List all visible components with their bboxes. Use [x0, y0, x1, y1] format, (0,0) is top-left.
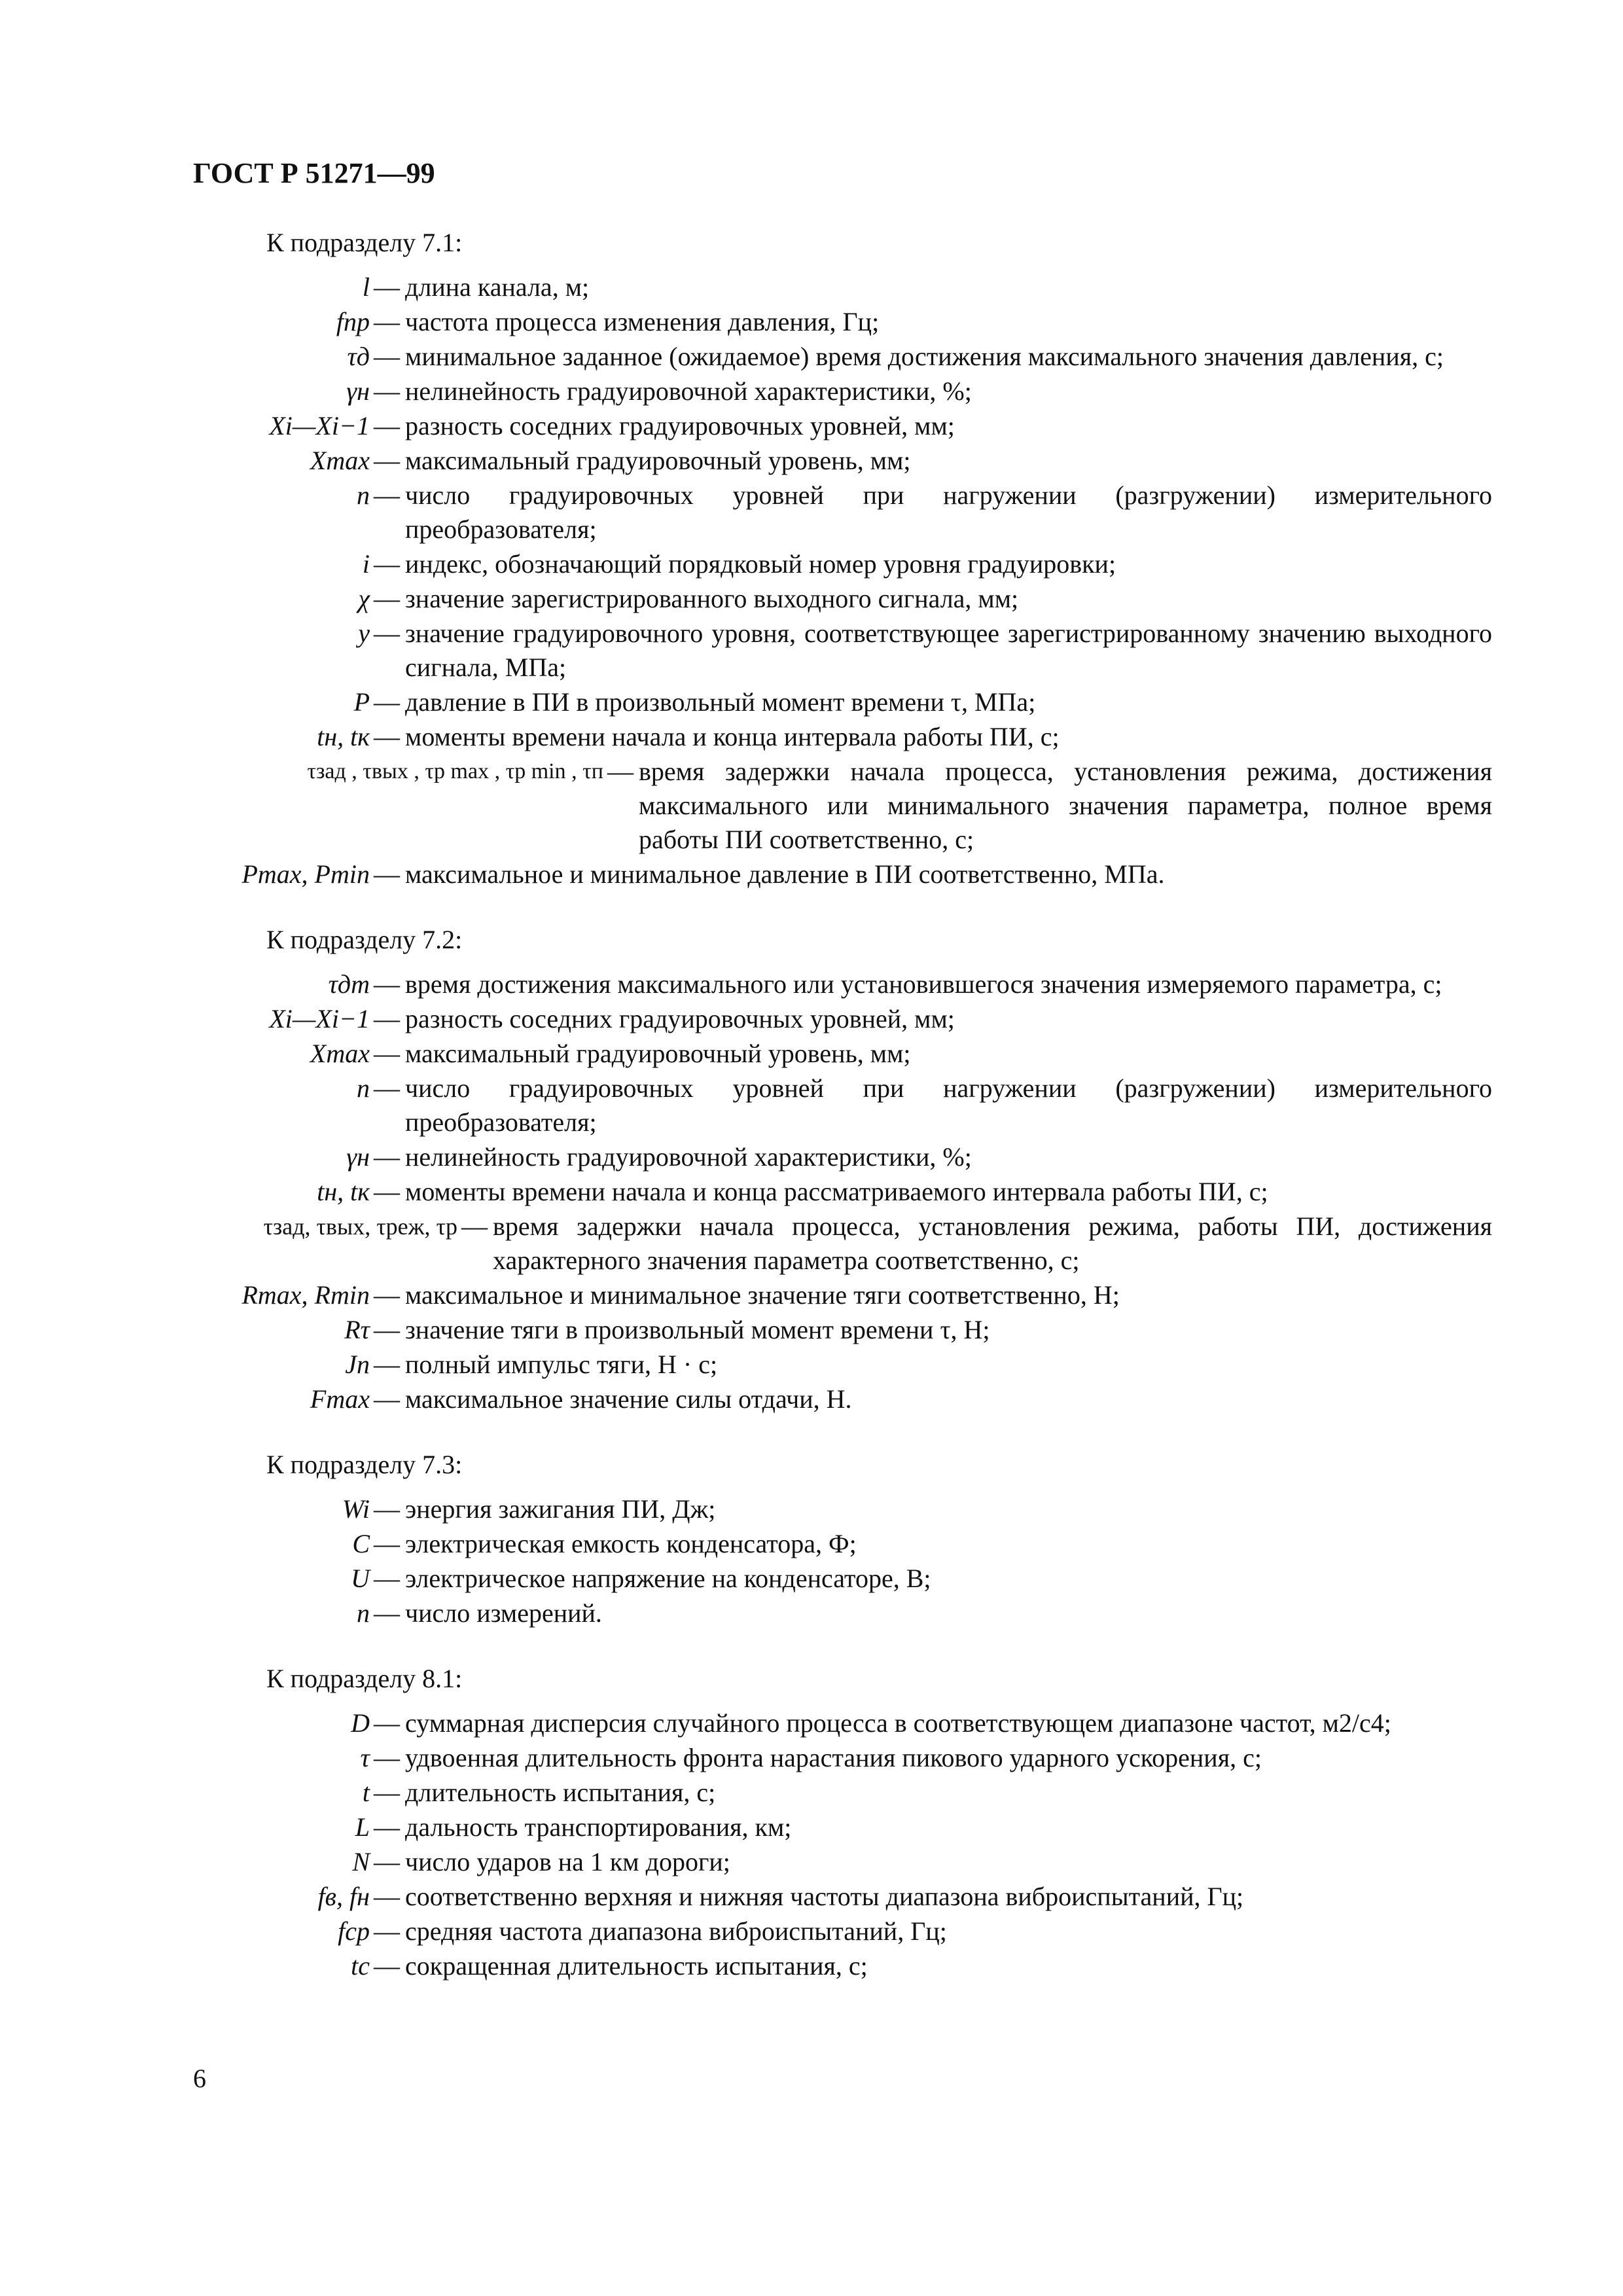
definition-symbol: l: [362, 272, 370, 302]
definition-text: время задержки начала процесса, установления режима, достижения максимального или минимального значения параметра, полное время работы ПИ соответственно, с;: [639, 757, 1492, 854]
definition-text: полный импульс тяги, Н · с;: [405, 1350, 718, 1379]
definition-dash: —: [461, 1211, 488, 1241]
definition-dash: —: [374, 1708, 400, 1738]
definition-item: [193, 305, 1492, 339]
definition-dash: —: [374, 1564, 400, 1593]
definition-item: [193, 270, 1492, 304]
definition-text: длина канала, м;: [405, 272, 590, 302]
definition-item: [193, 1706, 1492, 1740]
definition-item: [193, 1313, 1492, 1347]
definition-symbol: Pmax, Pmin: [241, 859, 370, 889]
section-title: К подразделу 7.1:: [266, 228, 463, 257]
definition-item: [193, 1382, 1492, 1416]
definition-text: моменты времени начала и конца интервала работы ПИ, с;: [405, 722, 1060, 751]
definition-item: [193, 720, 1492, 754]
definition-symbol: Fmax: [310, 1384, 370, 1414]
definition-item: [193, 547, 1492, 581]
definition-text: минимальное заданное (ожидаемое) время достижения максимального значения давления, с;: [405, 342, 1444, 371]
definition-symbol: τзад, τвых, τреж, τp: [263, 1213, 457, 1240]
definition-dash: —: [374, 446, 400, 475]
definition-item: [193, 617, 1492, 685]
definition-text: число градуировочных уровней при нагружении (разгружении) измерительного преобразователя;: [405, 480, 1492, 544]
definition-dash: —: [374, 1951, 400, 1981]
definition-dash: —: [374, 307, 400, 336]
definition-dash: —: [374, 1847, 400, 1876]
definition-dash: —: [374, 411, 400, 440]
definition-symbol: n: [357, 1073, 370, 1103]
definition-symbol: L: [355, 1812, 370, 1842]
definition-dash: —: [374, 1004, 400, 1033]
definition-text: энергия зажигания ПИ, Дж;: [405, 1494, 716, 1524]
definition-text: максимальный градуировочный уровень, мм;: [405, 1039, 911, 1068]
definition-dash: —: [374, 619, 400, 648]
definition-text: соответственно верхняя и нижняя частоты диапазона виброиспытаний, Гц;: [405, 1882, 1244, 1911]
definition-item: [193, 1562, 1492, 1596]
definition-dash: —: [374, 1280, 400, 1310]
definition-symbol: N: [352, 1847, 370, 1876]
definition-symbol: τзад , τвых , τp max , τp min , τп: [307, 759, 603, 783]
definition-dash: —: [374, 272, 400, 302]
section-7-2: [193, 923, 1492, 1416]
definition-item: [193, 444, 1492, 478]
definition-text: электрическое напряжение на конденсаторе, В;: [405, 1564, 931, 1593]
definition-item: [193, 685, 1492, 719]
definition-dash: —: [374, 1812, 400, 1842]
definition-text: сокращенная длительность испытания, с;: [405, 1951, 868, 1981]
definition-symbol: Wi: [342, 1494, 370, 1524]
definition-item: [193, 340, 1492, 374]
definition-item: [193, 1492, 1492, 1526]
definition-dash: —: [374, 1882, 400, 1911]
document-header: ГОСТ Р 51271—99: [193, 157, 435, 189]
definition-dash: —: [374, 584, 400, 613]
definition-item: [193, 755, 1492, 857]
definition-item: [193, 1776, 1492, 1810]
definition-symbol: Xmax: [310, 1039, 370, 1068]
definition-dash: —: [374, 687, 400, 717]
definition-item: [193, 1037, 1492, 1071]
definition-dash: —: [374, 342, 400, 371]
definition-text: время достижения максимального или установившегося значения измеряемого параметра, с;: [405, 969, 1442, 999]
definition-symbol: τдт: [328, 969, 370, 999]
definition-symbol: U: [351, 1564, 370, 1593]
definition-text: значение тяги в произвольный момент времени τ, Н;: [405, 1315, 990, 1344]
definition-item: [193, 1175, 1492, 1209]
section-8-1: [193, 1662, 1492, 1983]
definition-item: [193, 1002, 1492, 1036]
definition-dash: —: [374, 549, 400, 579]
definition-text: длительность испытания, с;: [405, 1778, 716, 1807]
definition-dash: —: [374, 1350, 400, 1379]
definition-text: значение зарегистрированного выходного сигнала, мм;: [405, 584, 1019, 613]
definition-text: разность соседних градуировочных уровней, мм;: [405, 411, 955, 440]
definition-dash: —: [374, 376, 400, 406]
section-title: К подразделу 7.2:: [266, 925, 463, 954]
section-title: К подразделу 8.1:: [266, 1664, 463, 1693]
definition-text: суммарная дисперсия случайного процесса в соответствующем диапазоне частот, м2/с4;: [405, 1708, 1391, 1738]
definition-dash: —: [374, 1529, 400, 1558]
definition-symbol: i: [362, 549, 370, 579]
definition-item: [193, 1741, 1492, 1775]
definition-text: максимальное и минимальное давление в ПИ соответственно, МПа.: [405, 859, 1165, 889]
definition-item: [193, 1071, 1492, 1139]
section-title: К подразделу 7.3:: [266, 1450, 463, 1479]
page-number: 6: [193, 2064, 206, 2093]
definition-item: [193, 1527, 1492, 1561]
definition-item: [193, 1140, 1492, 1174]
definition-dash: —: [374, 1039, 400, 1068]
definition-text: частота процесса изменения давления, Гц;: [405, 307, 880, 336]
definition-symbol: τ: [360, 1743, 370, 1772]
definition-text: удвоенная длительность фронта нарастания пикового ударного ускорения, с;: [405, 1743, 1262, 1772]
definition-item: [193, 409, 1492, 443]
definition-text: нелинейность градуировочной характеристики, %;: [405, 1142, 972, 1172]
definition-item: [193, 857, 1492, 891]
definition-symbol: γн: [346, 1142, 370, 1172]
definition-symbol: y: [358, 619, 370, 648]
definition-text: нелинейность градуировочной характеристики, %;: [405, 376, 972, 406]
definition-symbol: χ: [358, 584, 370, 613]
definition-text: давление в ПИ в произвольный момент времени τ, МПа;: [405, 687, 1036, 717]
definition-text: максимальный градуировочный уровень, мм;: [405, 446, 911, 475]
definition-list: [193, 1706, 1492, 1983]
definition-text: максимальное и минимальное значение тяги соответственно, Н;: [405, 1280, 1120, 1310]
definition-dash: —: [374, 1177, 400, 1206]
definition-symbol: Xi—Xi−1: [269, 1004, 370, 1033]
definition-item: [193, 1348, 1492, 1382]
definition-dash: —: [374, 1916, 400, 1946]
definition-dash: —: [374, 859, 400, 889]
definition-item: [193, 478, 1492, 547]
definition-item: [193, 1596, 1492, 1630]
definition-symbol: Xmax: [310, 446, 370, 475]
definition-symbol: γн: [346, 376, 370, 406]
definition-item: [193, 1278, 1492, 1312]
definition-dash: —: [374, 480, 400, 510]
definition-text: дальность транспортирования, км;: [405, 1812, 792, 1842]
definition-text: разность соседних градуировочных уровней, мм;: [405, 1004, 955, 1033]
definition-symbol: fпр: [336, 307, 370, 336]
definition-symbol: n: [357, 480, 370, 510]
definition-text: значение градуировочного уровня, соответствующее зарегистрированному значению выходного сигнала, МПа;: [405, 619, 1492, 682]
definition-list: [193, 270, 1492, 891]
definition-dash: —: [374, 1778, 400, 1807]
definition-symbol: Rτ: [344, 1315, 370, 1344]
definition-symbol: P: [353, 687, 370, 717]
definition-item: [193, 1880, 1492, 1914]
definition-symbol: fв, fн: [317, 1882, 370, 1911]
definition-dash: —: [374, 1743, 400, 1772]
definition-text: моменты времени начала и конца рассматриваемого интервала работы ПИ, с;: [405, 1177, 1268, 1206]
definition-dash: —: [374, 722, 400, 751]
definition-symbol: n: [357, 1598, 370, 1628]
definition-list: [193, 967, 1492, 1416]
definition-text: максимальное значение силы отдачи, Н.: [405, 1384, 852, 1414]
section-7-1: [193, 226, 1492, 891]
definition-text: число градуировочных уровней при нагружении (разгружении) измерительного преобразователя;: [405, 1073, 1492, 1137]
definition-list: [193, 1492, 1492, 1630]
definition-symbol: tн, tк: [317, 1177, 370, 1206]
definition-dash: —: [374, 1598, 400, 1628]
definition-dash: —: [374, 1494, 400, 1524]
definition-text: число измерений.: [405, 1598, 602, 1628]
definition-symbol: tн, tк: [317, 722, 370, 751]
definition-item: [193, 1845, 1492, 1879]
definition-symbol: τд: [347, 342, 370, 371]
definition-dash: —: [374, 1315, 400, 1344]
definition-symbol: Rmax, Rmin: [241, 1280, 370, 1310]
definition-text: индекс, обозначающий порядковый номер уровня градуировки;: [405, 549, 1116, 579]
definition-dash: —: [374, 969, 400, 999]
definition-text: электрическая емкость конденсатора, Ф;: [405, 1529, 857, 1558]
definition-symbol: tс: [351, 1951, 370, 1981]
section-7-3: [193, 1448, 1492, 1630]
definition-item: [193, 967, 1492, 1001]
definition-symbol: fср: [338, 1916, 370, 1946]
definition-symbol: C: [352, 1529, 370, 1558]
definition-item: [193, 1210, 1492, 1278]
definition-text: средняя частота диапазона виброиспытаний, Гц;: [405, 1916, 947, 1946]
definition-item: [193, 1810, 1492, 1844]
definition-item: [193, 582, 1492, 616]
definition-text: число ударов на 1 км дороги;: [405, 1847, 730, 1876]
definition-item: [193, 1949, 1492, 1983]
definition-item: [193, 1914, 1492, 1948]
definition-symbol: t: [362, 1778, 370, 1807]
definition-symbol: Jп: [345, 1350, 370, 1379]
definition-text: время задержки начала процесса, установления режима, работы ПИ, достижения характерного значения параметра соответственно, с;: [493, 1211, 1492, 1275]
definition-symbol: D: [351, 1708, 370, 1738]
definition-item: [193, 374, 1492, 408]
definition-dash: —: [607, 757, 633, 786]
definition-dash: —: [374, 1384, 400, 1414]
definition-dash: —: [374, 1073, 400, 1103]
definition-dash: —: [374, 1142, 400, 1172]
definition-symbol: Xi—Xi−1: [269, 411, 370, 440]
